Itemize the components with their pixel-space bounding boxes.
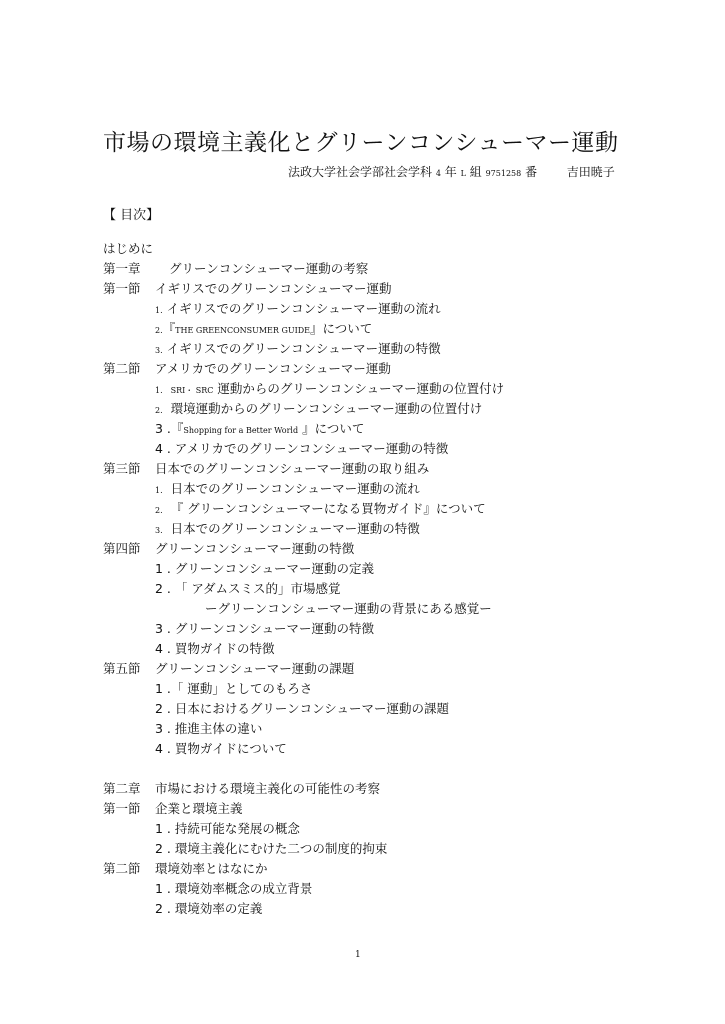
toc-section-1-3 [103,461,429,477]
document-title: 市場の環境主義化とグリーンコンシューマー運動 [103,130,619,156]
section-title: 日本でのグリーンコンシューマー運動の取り組み [155,461,430,476]
item-number: 2. [155,326,163,335]
item-number: 3 . [155,421,171,436]
section-label: 第二節 [103,361,141,376]
section-label: 第一節 [103,801,141,816]
toc-item-1-2-1 [155,381,504,399]
toc-item-1-4-4: 4 . 買物ガイドの特徴 [155,641,275,656]
author-class-letter: L [460,169,466,178]
toc-item-1-4-2-subtitle: ーグリーンコンシューマー運動の背景にある感覚ー [205,601,492,616]
chapter-2-title: 市場における環境主義化の可能性の考察 [155,781,381,796]
toc-item-1-1-3 [155,341,441,359]
book-title-small: Shopping for a Better World [183,426,299,435]
toc-item-1-3-2 [155,501,486,519]
author-name: 吉田暁子 [566,165,615,179]
toc-intro: はじめに [103,241,154,256]
toc-item-1-1-2 [155,321,372,339]
item-number: 2. [155,506,163,515]
author-affiliation: 法政大学社会学部社会学科 [288,165,433,179]
toc-item-1-2-3 [155,421,364,439]
item-text-post: 』について [310,321,373,336]
toc-item-1-3-3 [155,521,420,539]
toc-item-2-1-2: 2 . 環境主義化にむけた二つの制度的拘束 [155,841,388,856]
toc-item-1-2-4 [155,441,448,457]
author-year-number: 4 [435,169,441,178]
page-number: 1 [355,950,361,960]
item-text: 日本でのグリーンコンシューマー運動の特徴 [170,521,420,536]
toc-item-1-2-2 [155,401,482,419]
toc-item-1-5-3: 3 . 推進主体の違い [155,721,263,736]
chapter-1-label: 第一章 [103,261,141,276]
toc-section-1-5 [103,661,354,677]
sri-src-small: SRI・ SRC [170,386,214,395]
section-label: 第一節 [103,281,141,296]
toc-item-1-5-1: 1 .「 運動」としてのもろさ [155,681,313,696]
chapter-1-title: グリーンコンシューマー運動の考察 [169,261,369,276]
toc-item-1-5-4: 4 . 買物ガイドについて [155,741,287,756]
toc-chapter-1 [103,261,368,277]
item-text: イギリスでのグリーンコンシューマー運動の流れ [166,301,441,316]
section-label: 第二節 [103,861,141,876]
item-number: 3. [155,346,163,355]
section-title: アメリカでのグリーンコンシューマー運動 [155,361,391,376]
item-text: 環境運動からのグリーンコンシューマー運動の位置付け [170,401,483,416]
toc-item-2-2-1: 1 . 環境効率概念の成立背景 [155,881,313,896]
toc-item-1-3-1 [155,481,420,499]
toc-item-1-4-3: 3 . グリーンコンシューマー運動の特徴 [155,621,375,636]
section-title: グリーンコンシューマー運動の課題 [155,661,355,676]
author-year-suffix: 年 [444,165,457,179]
toc-section-1-4 [103,541,354,557]
toc-section-2-1 [103,801,243,817]
item-number: 1. [155,306,163,315]
section-title: グリーンコンシューマー運動の特徴 [155,541,355,556]
section-title: 環境効率とはなにか [155,861,268,876]
toc-section-1-1 [103,281,391,297]
chapter-2-label: 第二章 [103,781,141,796]
section-label: 第五節 [103,661,141,676]
item-text-post: 』について [302,421,365,436]
book-title-small: THE GREENCONSUMER GUIDE [175,326,310,335]
item-text: 運動からのグリーンコンシューマー運動の位置付け [217,381,505,396]
item-number: 4 . [155,441,171,456]
author-line [288,163,615,180]
toc-item-2-1-1: 1 . 持続可能な発展の概念 [155,821,300,836]
author-class-suffix: 組 [469,165,482,179]
item-text: 『 グリーンコンシューマーになる買物ガイド』について [170,501,486,516]
author-id-suffix: 番 [525,165,538,179]
item-text-pre: 『 [162,321,176,336]
toc-item-1-4-2: 2 . 「 アダムスミス的」市場感覚 [155,581,341,596]
item-text-pre: 『 [170,421,184,436]
toc-section-1-2 [103,361,391,377]
item-number: 1. [155,386,163,395]
item-number: 3. [155,526,163,535]
item-text: アメリカでのグリーンコンシューマー運動の特徴 [174,441,449,456]
item-text: 日本でのグリーンコンシューマー運動の流れ [170,481,420,496]
toc-item-1-4-1: 1 . グリーンコンシューマー運動の定義 [155,561,375,576]
toc-item-1-5-2: 2 . 日本におけるグリーンコンシューマー運動の課題 [155,701,450,716]
toc-chapter-2 [103,781,380,797]
section-label: 第三節 [103,461,141,476]
section-title: 企業と環境主義 [155,801,243,816]
section-title: イギリスでのグリーンコンシューマー運動 [155,281,392,296]
toc-item-2-2-2: 2 . 環境効率の定義 [155,901,263,916]
toc-heading: 【 目次】 [103,208,160,223]
section-label: 第四節 [103,541,141,556]
item-text: イギリスでのグリーンコンシューマー運動の特徴 [166,341,441,356]
item-number: 1. [155,486,163,495]
author-student-id: 9751258 [485,169,522,178]
toc-item-1-1-1 [155,301,441,319]
toc-section-2-2 [103,861,268,877]
item-number: 2. [155,406,163,415]
